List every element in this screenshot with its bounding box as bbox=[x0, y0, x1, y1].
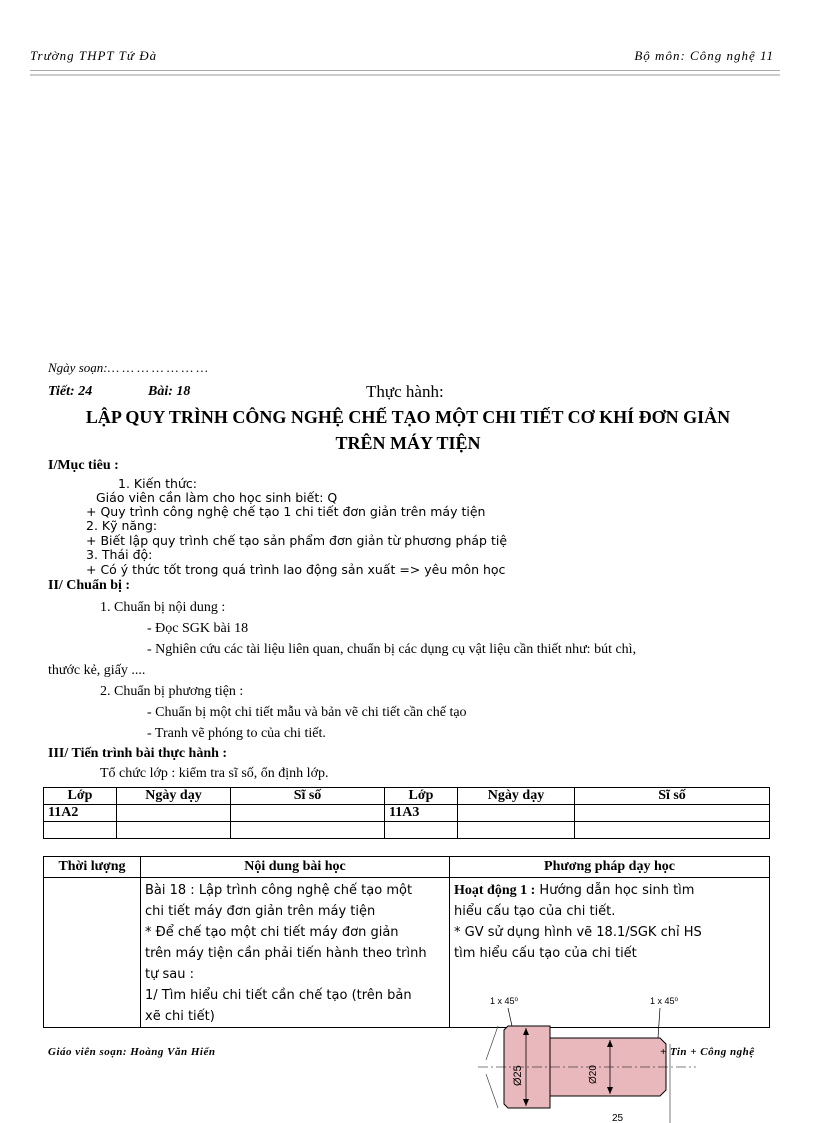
column-header: Phương pháp dạy học bbox=[450, 857, 770, 878]
title-line-1: LẬP QUY TRÌNH CÔNG NGHỆ CHẾ TẠO MỘT CHI TIẾT CƠ KHÍ ĐƠN GIẢN bbox=[85, 407, 731, 427]
prep-content-item: - Đọc SGK bài 18 bbox=[147, 621, 249, 636]
activity-label: Hoạt động 1 : bbox=[454, 883, 536, 898]
method-line: hiểu cấu tạo của chi tiết. bbox=[454, 904, 616, 919]
table-cell bbox=[458, 822, 575, 839]
dia-small-label: Ø20 bbox=[588, 1065, 599, 1084]
table-cell bbox=[231, 805, 385, 822]
lesson-type: Thực hành: bbox=[366, 382, 444, 401]
table-cell bbox=[458, 805, 575, 822]
objective-item: + Quy trình công nghệ chế tạo 1 chi tiết đơn giản trên máy tiện bbox=[86, 504, 486, 519]
table-cell bbox=[117, 822, 231, 839]
table-cell bbox=[117, 805, 231, 822]
column-header: Lớp bbox=[385, 788, 458, 805]
table-header-row bbox=[44, 788, 770, 805]
method-text: Hướng dẫn học sinh tìm bbox=[535, 883, 695, 898]
school-name: Trường THPT Tứ Đà bbox=[30, 48, 158, 63]
content-cell bbox=[141, 878, 450, 1028]
title-line-2: TRÊN MÁY TIỆN bbox=[335, 433, 481, 453]
lesson-number: Bài: 18 bbox=[148, 384, 191, 399]
table-cell bbox=[385, 822, 458, 839]
table-cell: 11A2 bbox=[44, 805, 117, 822]
column-header: Sĩ số bbox=[231, 788, 385, 805]
content-line: chi tiết máy đơn giản trên máy tiện bbox=[145, 904, 376, 919]
objective-item: 2. Kỹ năng: bbox=[86, 518, 158, 533]
objectives-heading: I/Mục tiêu : bbox=[48, 458, 119, 473]
column-header: Nội dung bài học bbox=[141, 857, 450, 878]
method-line bbox=[454, 880, 765, 901]
page-title bbox=[20, 404, 796, 456]
footer-teacher: Giáo viên soạn: Hoàng Văn Hiến bbox=[48, 1046, 216, 1058]
content-line: tự sau : bbox=[145, 967, 194, 982]
chamfer-right-leader bbox=[658, 1008, 660, 1038]
prep-means-title: 2. Chuẩn bị phương tiện : bbox=[100, 684, 244, 699]
column-header: Thời lượng bbox=[44, 857, 141, 878]
table-header-row bbox=[44, 857, 770, 878]
table-cell bbox=[44, 822, 117, 839]
content-line: xẽ chi tiết) bbox=[145, 1009, 215, 1024]
table-row bbox=[44, 805, 770, 822]
prep-content-item: - Nghiên cứu các tài liệu liên quan, chuẩn bị các dụng cụ vật liệu cần thiết như: bút chì, bbox=[147, 642, 637, 657]
chamfer-left-leader bbox=[508, 1008, 512, 1026]
subject-name: Bộ môn: Công nghệ 11 bbox=[634, 48, 774, 63]
column-header: Sĩ số bbox=[575, 788, 770, 805]
length-label: 25 bbox=[612, 1113, 624, 1123]
header-rule bbox=[30, 70, 780, 71]
duration-cell bbox=[44, 878, 141, 1028]
column-header: Ngày dạy bbox=[458, 788, 575, 805]
class-table bbox=[43, 787, 770, 839]
extension-line bbox=[486, 1026, 498, 1060]
header-rule-shadow bbox=[30, 74, 780, 76]
footer-right: + Tin + Công nghệ bbox=[660, 1046, 755, 1058]
table-cell bbox=[575, 805, 770, 822]
objective-item: + Biết lập quy trình chế tạo sản phẩm đơn giản từ phương pháp tiệ bbox=[86, 533, 508, 548]
column-header: Ngày dạy bbox=[117, 788, 231, 805]
prep-content-title: 1. Chuẩn bị nội dung : bbox=[100, 600, 226, 615]
content-line: trên máy tiện cần phải tiến hành theo trình bbox=[145, 946, 427, 961]
chamfer-left-label: 1 x 45⁰ bbox=[490, 996, 519, 1006]
period-number: Tiết: 24 bbox=[48, 384, 93, 399]
table-cell bbox=[231, 822, 385, 839]
prep-content-item: thước kẻ, giấy .... bbox=[48, 663, 146, 678]
objective-item: + Có ý thức tốt trong quá trình lao động sản xuất => yêu môn học bbox=[86, 562, 506, 577]
objective-item: Giáo viên cần làm cho học sinh biết: Q bbox=[96, 490, 338, 505]
prep-date: Ngày soạn:… … … … … … … bbox=[48, 360, 208, 375]
content-line: 1/ Tìm hiểu chi tiết cần chế tạo (trên bản bbox=[145, 988, 412, 1003]
objective-item: 1. Kiến thức: bbox=[118, 476, 197, 491]
content-line: Bài 18 : Lập trình công nghệ chế tạo một bbox=[145, 883, 413, 898]
objective-item: 3. Thái độ: bbox=[86, 547, 153, 562]
table-cell bbox=[575, 822, 770, 839]
table-cell: 11A3 bbox=[385, 805, 458, 822]
prep-means-item: - Chuẩn bị một chi tiết mẫu và bản vẽ chi tiết cần chế tạo bbox=[147, 705, 467, 720]
prep-means-item: - Tranh vẽ phóng to của chi tiết. bbox=[147, 726, 326, 741]
column-header: Lớp bbox=[44, 788, 117, 805]
method-line: * GV sử dụng hình vẽ 18.1/SGK chỉ HS bbox=[454, 925, 702, 940]
dia-big-label: Ø25 bbox=[512, 1065, 524, 1086]
extension-line bbox=[486, 1074, 498, 1108]
chamfer-right-label: 1 x 45⁰ bbox=[650, 996, 679, 1006]
class-organization: Tổ chức lớp : kiểm tra sĩ số, ổn định lớp. bbox=[100, 766, 329, 781]
process-heading: III/ Tiến trình bài thực hành : bbox=[48, 746, 228, 761]
content-line: * Để chế tạo một chi tiết máy đơn giản bbox=[145, 925, 399, 940]
table-row bbox=[44, 822, 770, 839]
prep-heading: II/ Chuẩn bị : bbox=[48, 578, 131, 593]
method-line: tìm hiểu cấu tạo của chi tiết bbox=[454, 946, 637, 961]
